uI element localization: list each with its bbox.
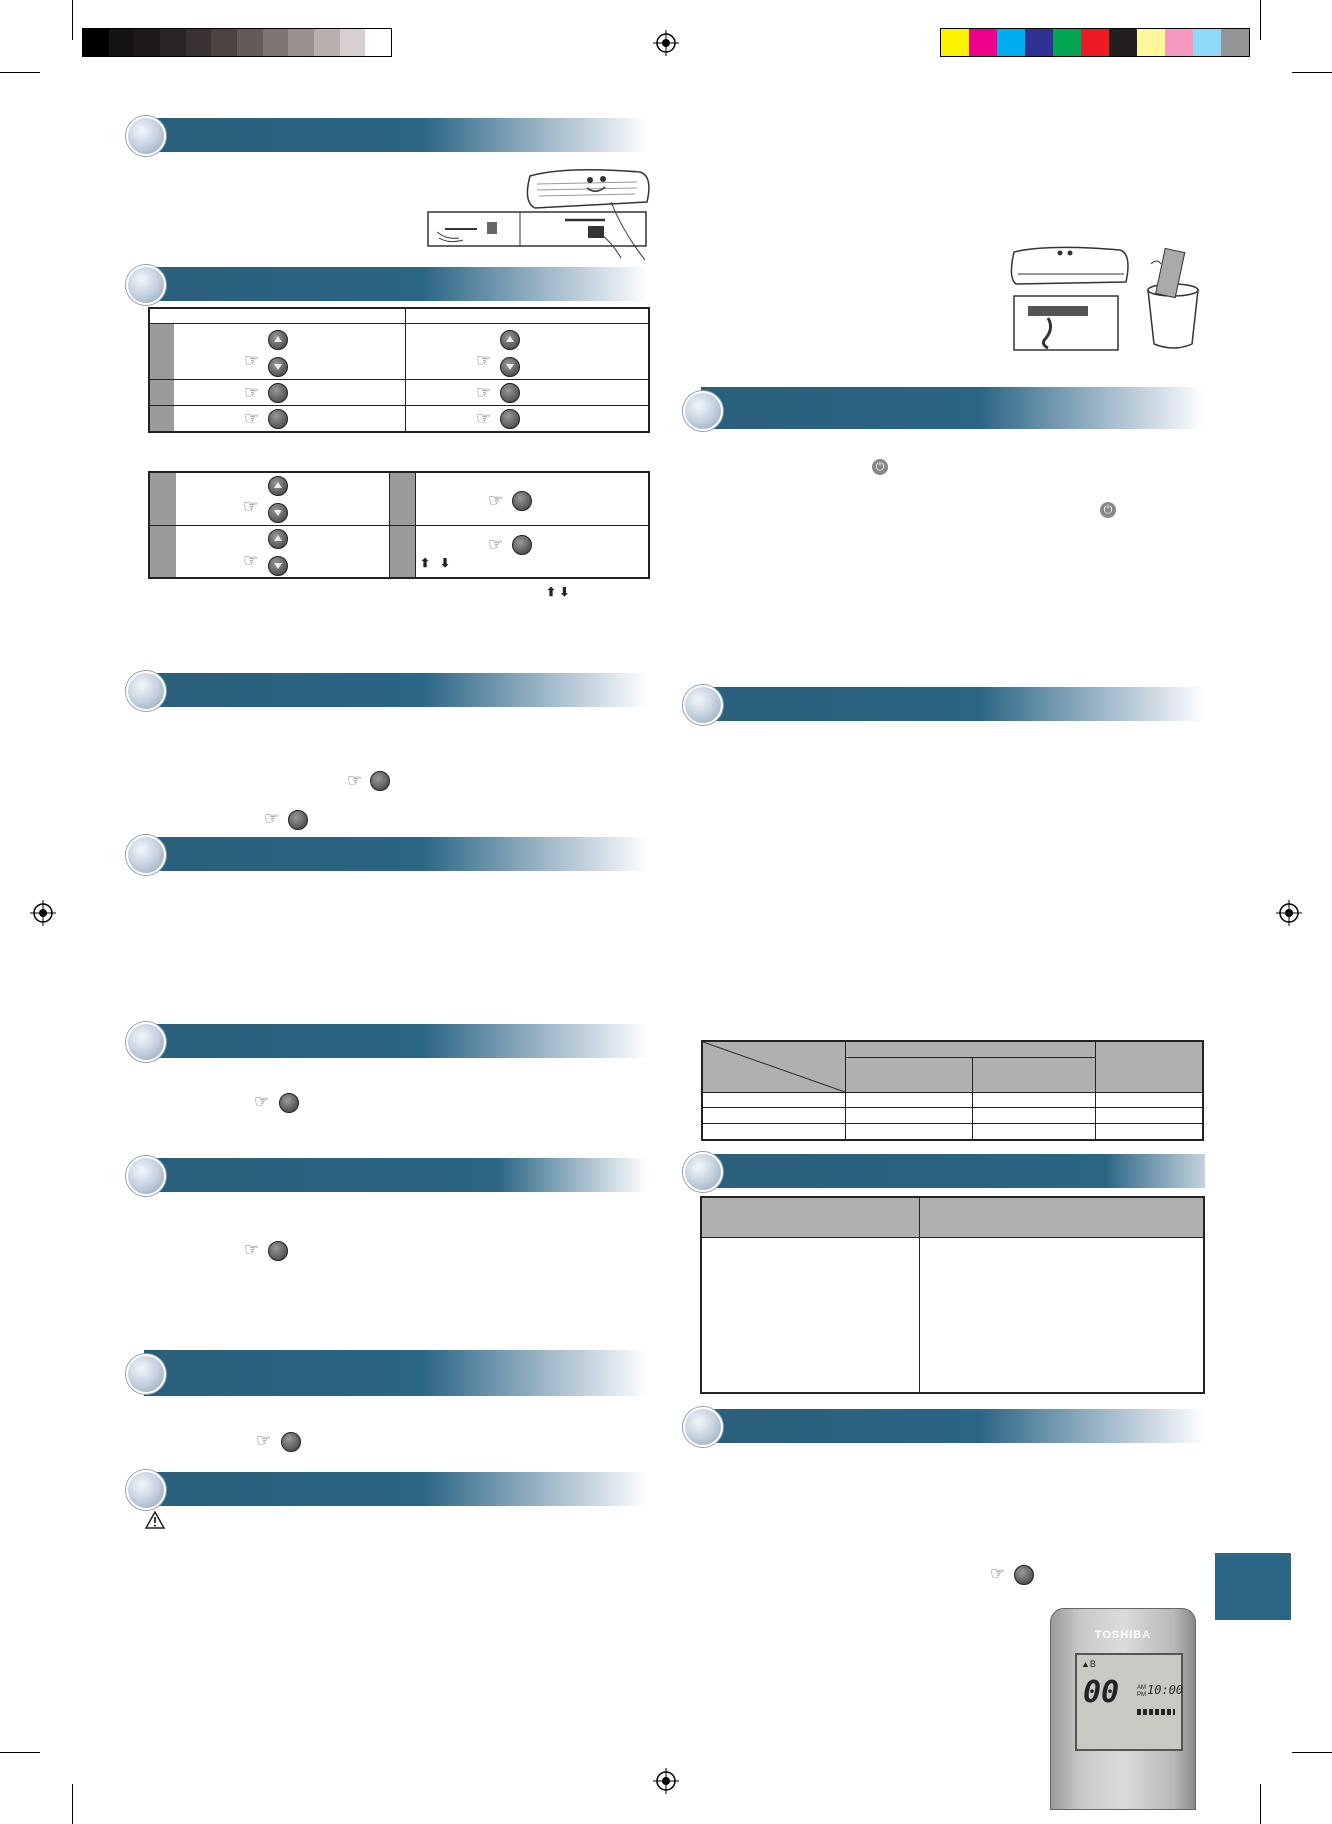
- section-bullet-icon: [126, 116, 166, 156]
- color-swatch: [160, 29, 186, 56]
- color-swatch: [1109, 29, 1137, 56]
- color-swatch: [109, 29, 135, 56]
- color-swatch: [941, 29, 969, 56]
- up-down-arrows-icon: ⬆ ⬇: [420, 556, 451, 570]
- color-swatch: [1025, 29, 1053, 56]
- warning-icon: [144, 1510, 166, 1530]
- section-header: [126, 1350, 648, 1396]
- color-swatch: [997, 29, 1025, 56]
- color-swatch: [969, 29, 997, 56]
- registration-mark-right: [1276, 900, 1302, 926]
- round-button-icon: [370, 771, 390, 791]
- pointing-hand-icon: ☞: [254, 1092, 270, 1111]
- registration-mark-bottom: [653, 1768, 679, 1794]
- registration-mark-left: [30, 900, 56, 926]
- pointing-hand-icon: ☞: [347, 771, 363, 790]
- remote-screen: [1075, 1653, 1183, 1751]
- section-header: [126, 1158, 648, 1192]
- pm-label: PM: [1137, 1692, 1146, 1698]
- remote-brand: TOSHIBA: [1094, 1629, 1152, 1641]
- color-swatch: [134, 29, 160, 56]
- pointing-hand-icon: ☞: [476, 409, 492, 428]
- round-button-icon: [279, 1093, 299, 1113]
- remote-control: [1050, 1608, 1196, 1810]
- mode-indicator: ▲B: [1081, 1659, 1096, 1669]
- up-button-icon: [268, 330, 288, 350]
- color-swatch: [1137, 29, 1165, 56]
- section-header: [126, 673, 648, 707]
- section-header: [126, 118, 648, 152]
- section-bullet-icon: [683, 391, 723, 431]
- down-button-icon: [268, 503, 288, 523]
- color-swatch: [1165, 29, 1193, 56]
- round-button-icon: [512, 535, 532, 555]
- color-swatch: [365, 29, 391, 56]
- down-button-icon: [500, 357, 520, 377]
- power-icon: ⏻: [872, 459, 888, 475]
- round-button-icon: [268, 1241, 288, 1261]
- round-button-icon: [268, 383, 288, 403]
- section-header: [683, 687, 1205, 721]
- section-bullet-icon: [683, 1407, 723, 1447]
- section-header: [683, 1154, 1205, 1188]
- section-bullet-icon: [126, 1022, 166, 1062]
- color-swatch: [211, 29, 237, 56]
- crop-mark: [0, 72, 40, 73]
- round-button-icon: [512, 491, 532, 511]
- pointing-hand-icon: ☞: [990, 1564, 1006, 1583]
- up-button-icon: [268, 476, 288, 496]
- section-header: [126, 267, 648, 301]
- down-button-icon: [268, 357, 288, 377]
- section-bullet-icon: [683, 685, 723, 725]
- color-swatch: [237, 29, 263, 56]
- up-down-arrows-icon: ⬆ ⬇: [546, 585, 570, 599]
- section-bullet-icon: [126, 1470, 166, 1510]
- crop-mark: [72, 1784, 73, 1824]
- section-header: [683, 1409, 1205, 1443]
- color-swatch: [1081, 29, 1109, 56]
- section-bullet-icon: [126, 265, 166, 305]
- pointing-hand-icon: ☞: [244, 1240, 260, 1259]
- color-swatch: [83, 29, 109, 56]
- pointing-hand-icon: ☞: [243, 551, 259, 570]
- section-header: [683, 387, 1205, 429]
- section-bullet-icon: [126, 1156, 166, 1196]
- pointing-hand-icon: ☞: [243, 497, 259, 516]
- section-header: [126, 837, 648, 871]
- section-header: [126, 1472, 648, 1506]
- diagonal-header-divider: [703, 1042, 845, 1092]
- color-swatch: [186, 29, 212, 56]
- section-bullet-icon: [126, 835, 166, 875]
- down-button-icon: [268, 556, 288, 576]
- clock-digits: 10:00: [1147, 1683, 1184, 1697]
- round-button-icon: [268, 409, 288, 429]
- pointing-hand-icon: ☞: [264, 809, 280, 828]
- process-color-bar: [940, 28, 1250, 57]
- pointing-hand-icon: ☞: [488, 491, 504, 510]
- round-button-icon: [1014, 1565, 1034, 1585]
- crop-mark: [72, 0, 73, 40]
- am-label: AM: [1137, 1685, 1146, 1691]
- pointing-hand-icon: ☞: [488, 535, 504, 554]
- section-bullet-icon: [126, 1354, 166, 1394]
- color-swatch: [1193, 29, 1221, 56]
- color-swatch: [1221, 29, 1249, 56]
- temperature-digits: 00: [1083, 1675, 1120, 1710]
- air-conditioner-illustration: [425, 162, 650, 264]
- pointing-hand-icon: ☞: [244, 351, 260, 370]
- crop-mark: [0, 1752, 40, 1753]
- cleaning-illustration: [1008, 244, 1208, 352]
- round-button-icon: [500, 383, 520, 403]
- section-bullet-icon: [683, 1152, 723, 1192]
- round-button-icon: [281, 1432, 301, 1452]
- pointing-hand-icon: ☞: [244, 409, 260, 428]
- section-bullet-icon: [126, 671, 166, 711]
- page-tab: [1215, 1553, 1291, 1620]
- registration-mark-top: [653, 30, 679, 56]
- section-header: [126, 1024, 648, 1058]
- crop-mark: [1292, 1752, 1332, 1753]
- pointing-hand-icon: ☞: [244, 383, 260, 402]
- color-swatch: [288, 29, 314, 56]
- color-swatch: [263, 29, 289, 56]
- pointing-hand-icon: ☞: [256, 1431, 272, 1450]
- crop-mark: [1292, 72, 1332, 73]
- fan-level-bars: [1137, 1709, 1175, 1715]
- color-swatch: [1053, 29, 1081, 56]
- color-swatch: [314, 29, 340, 56]
- pointing-hand-icon: ☞: [476, 351, 492, 370]
- crop-mark: [1260, 0, 1261, 40]
- up-button-icon: [500, 330, 520, 350]
- button-operation-table: [148, 307, 650, 433]
- pointing-hand-icon: ☞: [476, 383, 492, 402]
- round-button-icon: [500, 409, 520, 429]
- grayscale-color-bar: [82, 28, 392, 57]
- crop-mark: [1260, 1784, 1261, 1824]
- up-button-icon: [268, 529, 288, 549]
- color-swatch: [340, 29, 366, 56]
- round-button-icon: [288, 810, 308, 830]
- power-icon: ⏻: [1100, 502, 1116, 518]
